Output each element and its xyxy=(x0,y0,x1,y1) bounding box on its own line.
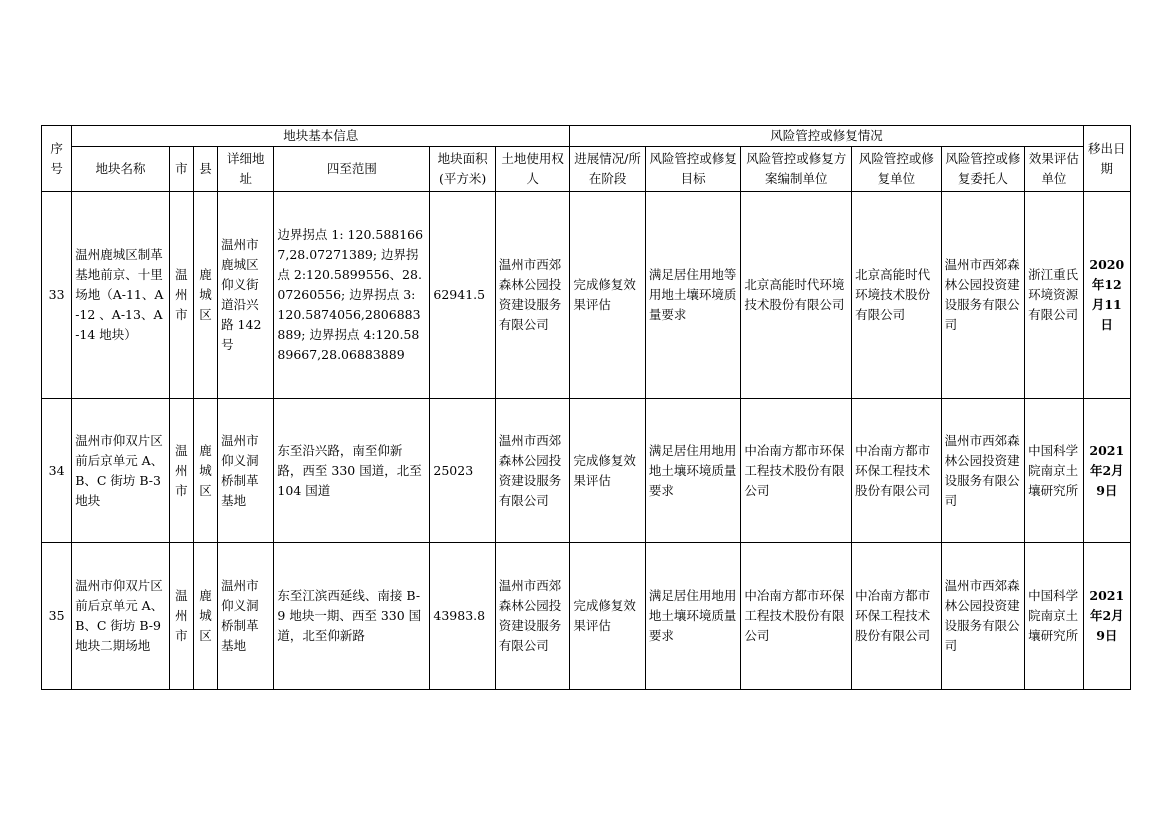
header-user: 土地使用权人 xyxy=(495,147,570,192)
row-progress: 完成修复效果评估 xyxy=(570,543,645,690)
row-name: 温州市仰双片区前后京单元 A、B、C 街坊 B-3 地块 xyxy=(72,399,170,543)
row-city: 温州市 xyxy=(169,192,193,399)
row-date: 2020年12月11日 xyxy=(1083,192,1130,399)
row-date: 2021年2月9日 xyxy=(1083,543,1130,690)
row-repair-unit: 中冶南方都市环保工程技术股份有限公司 xyxy=(852,399,942,543)
row-boundary: 边界拐点 1: 120.5881667,28.07271389; 边界拐点 2:120.5899556、28.07260556; 边界拐点 3: 120.5874056,2806883889; 边界拐点 4:120.5889667,28.06883889 xyxy=(274,192,430,399)
row-address: 温州市仰义洞桥制革基地 xyxy=(218,399,274,543)
header-eval-unit: 效果评估单位 xyxy=(1025,147,1083,192)
row-target: 满足居住用地等用地土壤环境质量要求 xyxy=(645,192,741,399)
row-area: 43983.8 xyxy=(430,543,495,690)
row-target: 满足居住用地用地土壤环境质量要求 xyxy=(645,399,741,543)
row-address: 温州市鹿城区仰义街道沿兴路 142 号 xyxy=(218,192,274,399)
row-area: 62941.5 xyxy=(430,192,495,399)
row-county: 鹿城区 xyxy=(193,192,217,399)
header-row-1 xyxy=(42,126,1131,147)
header-city: 市 xyxy=(169,147,193,192)
row-county: 鹿城区 xyxy=(193,543,217,690)
header-client: 风险管控或修复委托人 xyxy=(941,147,1025,192)
row-plan-unit: 中冶南方都市环保工程技术股份有限公司 xyxy=(741,399,852,543)
site-registry-table xyxy=(41,125,1131,690)
row-name: 温州鹿城区制革基地前京、十里场地（A-11、A-12 、A-13、A-14 地块） xyxy=(72,192,170,399)
header-progress: 进展情况/所在阶段 xyxy=(570,147,645,192)
header-plan-unit: 风险管控或修复方案编制单位 xyxy=(741,147,852,192)
row-repair-unit: 北京高能时代环境技术股份有限公司 xyxy=(852,192,942,399)
row-client: 温州市西郊森林公园投资建设服务有限公司 xyxy=(941,192,1025,399)
row-repair-unit: 中冶南方都市环保工程技术股份有限公司 xyxy=(852,543,942,690)
row-eval-unit: 浙江重氏环境资源有限公司 xyxy=(1025,192,1083,399)
header-group-risk: 风险管控或修复情况 xyxy=(570,126,1083,147)
table-row xyxy=(42,399,1131,543)
header-repair-unit: 风险管控或修复单位 xyxy=(852,147,942,192)
header-boundary: 四至范围 xyxy=(274,147,430,192)
row-county: 鹿城区 xyxy=(193,399,217,543)
row-client: 温州市西郊森林公园投资建设服务有限公司 xyxy=(941,399,1025,543)
row-seq: 35 xyxy=(42,543,72,690)
row-seq: 33 xyxy=(42,192,72,399)
row-city: 温州市 xyxy=(169,399,193,543)
row-plan-unit: 中冶南方都市环保工程技术股份有限公司 xyxy=(741,543,852,690)
header-row-2 xyxy=(42,147,1131,192)
row-seq: 34 xyxy=(42,399,72,543)
header-move-date: 移出日期 xyxy=(1083,126,1130,192)
row-user: 温州市西郊森林公园投资建设服务有限公司 xyxy=(495,543,570,690)
header-group-basic: 地块基本信息 xyxy=(72,126,570,147)
table-row xyxy=(42,543,1131,690)
row-progress: 完成修复效果评估 xyxy=(570,399,645,543)
row-eval-unit: 中国科学院南京土壤研究所 xyxy=(1025,399,1083,543)
row-city: 温州市 xyxy=(169,543,193,690)
row-boundary: 东至江滨西延线、南接 B-9 地块一期、西至 330 国道，北至仰新路 xyxy=(274,543,430,690)
row-area: 25023 xyxy=(430,399,495,543)
header-name: 地块名称 xyxy=(72,147,170,192)
row-target: 满足居住用地用地土壤环境质量要求 xyxy=(645,543,741,690)
row-user: 温州市西郊森林公园投资建设服务有限公司 xyxy=(495,192,570,399)
row-user: 温州市西郊森林公园投资建设服务有限公司 xyxy=(495,399,570,543)
row-date: 2021年2月9日 xyxy=(1083,399,1130,543)
header-county: 县 xyxy=(193,147,217,192)
row-address: 温州市仰义洞桥制革基地 xyxy=(218,543,274,690)
table-row xyxy=(42,192,1131,399)
row-eval-unit: 中国科学院南京土壤研究所 xyxy=(1025,543,1083,690)
row-name: 温州市仰双片区前后京单元 A、B、C 街坊 B-9 地块二期场地 xyxy=(72,543,170,690)
header-address: 详细地址 xyxy=(218,147,274,192)
row-boundary: 东至沿兴路，南至仰新路，西至 330 国道，北至 104 国道 xyxy=(274,399,430,543)
header-area: 地块面积(平方米) xyxy=(430,147,495,192)
row-client: 温州市西郊森林公园投资建设服务有限公司 xyxy=(941,543,1025,690)
header-target: 风险管控或修复目标 xyxy=(645,147,741,192)
row-progress: 完成修复效果评估 xyxy=(570,192,645,399)
header-seq: 序号 xyxy=(42,126,72,192)
row-plan-unit: 北京高能时代环境技术股份有限公司 xyxy=(741,192,852,399)
